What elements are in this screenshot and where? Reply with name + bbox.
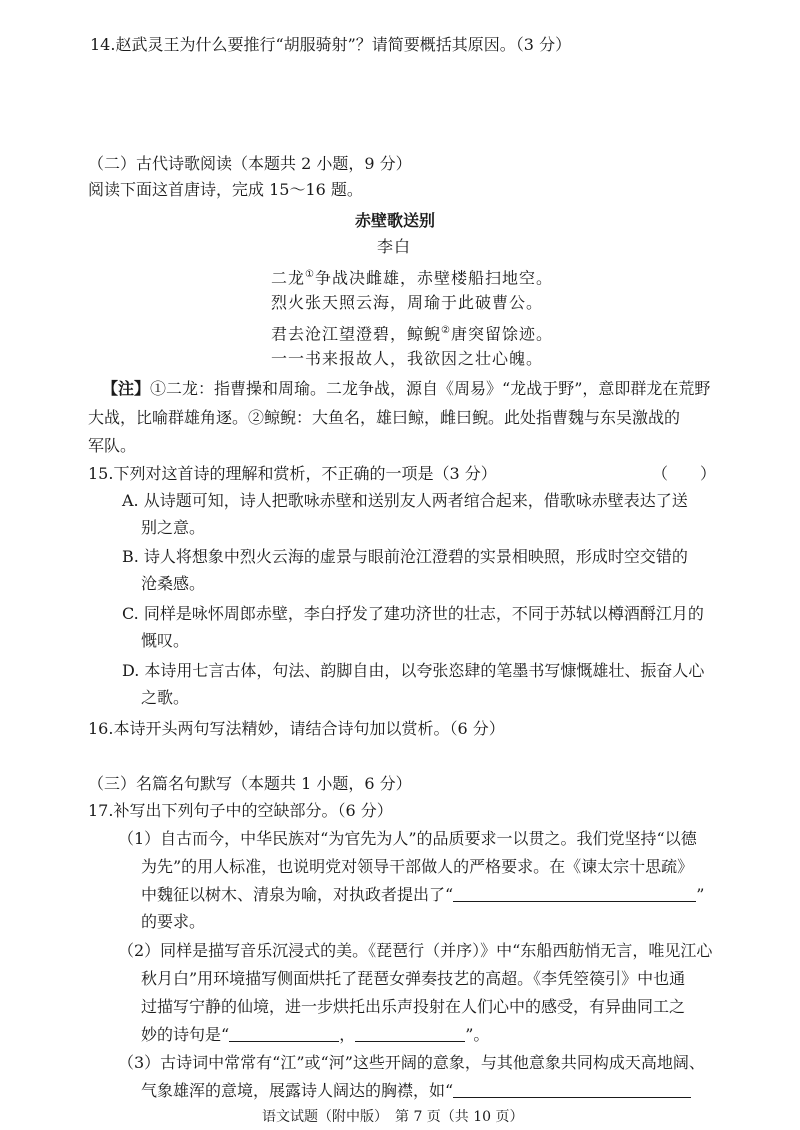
note-marker-1: ① (305, 269, 315, 280)
q17-part-1-line-4: 的要求。 (141, 912, 206, 931)
q17-part-3-text: 气象雄浑的意境，展露诗人阔达的胸襟，如“ (141, 1081, 454, 1100)
option-d-line-2: 之歌。 (141, 688, 190, 707)
poem-line-3 (271, 320, 553, 345)
question-14: 14.赵武灵王为什么要推行“胡服骑射”？请简要概括其原因。（3 分） (90, 35, 572, 54)
q17-part-3-line-1: （3）古诗词中常常有“江”或“河”这些开阔的意象，与其他意象共同构成天高地阔、 (118, 1053, 705, 1072)
question-17-stem: 17.补写出下列句子中的空缺部分。（6 分） (88, 801, 393, 820)
option-d-line-1: D. 本诗用七言古体，句法、韵脚自由，以夸张恣肆的笔墨书写慷慨雄壮、振奋人心 (122, 661, 705, 680)
poem-author: 李白 (377, 237, 412, 256)
poem-title: 赤壁歌送别 (355, 211, 436, 230)
poem-line-3-start: 君去沧江望澄碧，鲸鲵 (271, 324, 442, 344)
poem-line-1 (271, 264, 553, 289)
option-c-line-1: C. 同样是咏怀周郎赤壁，李白抒发了建功济世的壮志，不同于苏轼以樽酒酹江月的 (122, 604, 704, 623)
q17-part-2-line-3: 过描写宁静的仙境，进一步烘托出乐声投射在人们心中的感受，有异曲同工之 (141, 997, 686, 1016)
poem-line-4: 一一书来报故人，我欲因之壮心魄。 (271, 349, 544, 368)
note-label: 【注】 (102, 379, 151, 398)
closing-quote-period: ”。 (465, 1025, 490, 1044)
poem-line-1-end: 争战决雌雄，赤壁楼船扫地空。 (314, 268, 553, 288)
note-text-1: ①二龙：指曹操和周瑜。二龙争战，源自《周易》“龙战于野”，意即群龙在荒野 (150, 379, 711, 398)
question-15-stem: 15.下列对这首诗的理解和赏析，不正确的一项是（3 分） (88, 464, 497, 483)
q17-part-1-text: 中魏征以树木、清泉为喻，对执政者提出了“ (141, 885, 454, 904)
poem-line-1-start: 二龙 (271, 268, 306, 288)
q17-part-2-line-4 (141, 1024, 489, 1046)
answer-bracket: （ ） (652, 464, 717, 483)
fill-blank-4[interactable] (453, 1081, 691, 1098)
page-footer: 语文试题（附中版） 第 7 页（共 10 页） (262, 1109, 524, 1125)
option-c-line-2: 慨叹。 (141, 631, 190, 650)
fill-blank-3[interactable] (355, 1025, 465, 1042)
option-b-line-2: 沧桑感。 (141, 574, 206, 593)
q17-part-2-line-1: （2）同样是描写音乐沉浸式的美。《琵琶行（并序）》中“东船西舫悄无言，唯见江心 (118, 941, 713, 960)
question-16: 16.本诗开头两句写法精妙，请结合诗句加以赏析。（6 分） (88, 719, 505, 738)
section-3-heading: （三）名篇名句默写（本题共 1 小题，6 分） (88, 774, 412, 793)
q17-part-1-line-3 (141, 884, 704, 906)
q17-part-2-text: 妙的诗句是“ (141, 1025, 230, 1044)
fill-blank-1[interactable] (453, 885, 696, 902)
q17-part-3-line-2 (141, 1080, 691, 1102)
option-a-line-1: A. 从诗题可知，诗人把歌咏赤壁和送别友人两者绾合起来，借歌咏赤壁表达了送 (122, 491, 688, 510)
fill-blank-2[interactable] (229, 1025, 339, 1042)
comma: ， (339, 1025, 356, 1044)
q17-part-1-line-2: 为先”的用人标准，也说明党对领导干部做人的严格要求。在《谏太宗十思疏》 (141, 857, 694, 876)
closing-quote: ” (696, 885, 705, 904)
section-2-heading: （二）古代诗歌阅读（本题共 2 小题，9 分） (88, 154, 412, 173)
note-line-1 (102, 378, 710, 400)
note-line-2: 大战，比喻群雄角逐。②鲸鲵：大鱼名，雄曰鲸，雌曰鲵。此处指曹魏与东吴激战的 (88, 408, 681, 427)
option-b-line-1: B. 诗人将想象中烈火云海的虚景与眼前沧江澄碧的实景相映照，形成时空交错的 (122, 547, 688, 566)
q17-part-1-line-1: （1）自古而今，中华民族对“为官先为人”的品质要求一以贯之。我们党坚持“以德 (118, 829, 697, 848)
poem-line-2: 烈火张天照云海，周瑜于此破曹公。 (271, 293, 544, 312)
note-marker-2: ② (441, 325, 451, 336)
poem-line-3-end: 唐突留馀迹。 (450, 324, 553, 344)
q17-part-2-line-2: 秋月白”用环境描写侧面烘托了琵琶女弹奏技艺的高超。《李凭箜篌引》中也通 (141, 969, 686, 988)
option-a-line-2: 别之意。 (141, 518, 206, 537)
section-2-instruction: 阅读下面这首唐诗，完成 15～16 题。 (88, 180, 363, 199)
note-line-3: 军队。 (88, 436, 137, 455)
